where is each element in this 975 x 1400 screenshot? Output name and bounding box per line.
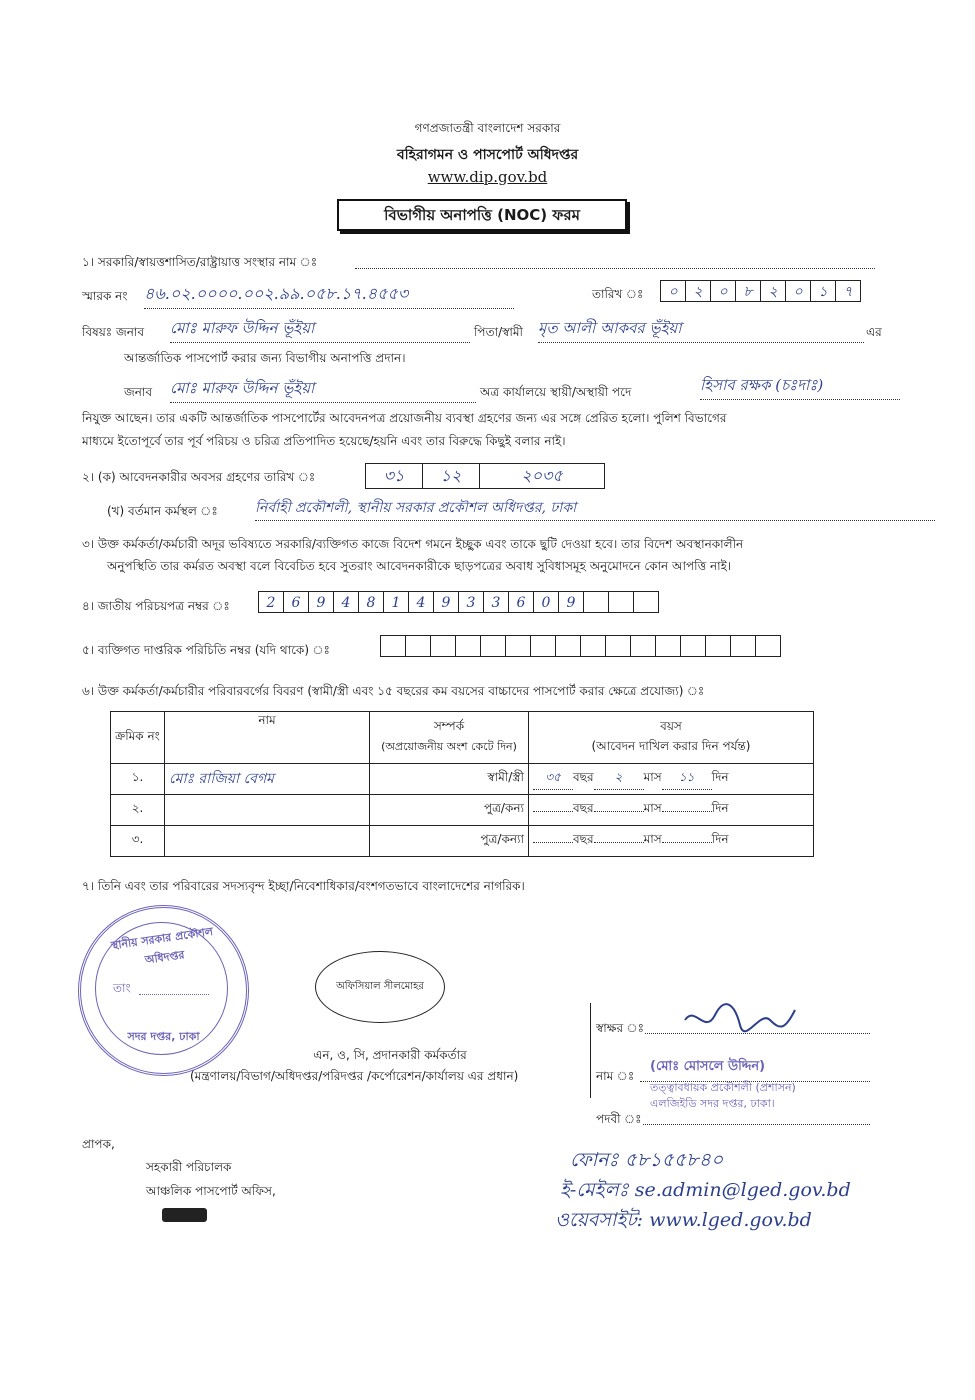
row-age xyxy=(529,764,814,795)
unit-month: মাস xyxy=(643,832,662,846)
official-id-box xyxy=(705,635,731,657)
seal-text-bottom: সদর দপ্তর, ঢাকা xyxy=(127,1030,200,1043)
date-digit: ১ xyxy=(810,280,836,302)
unit-month: মাস xyxy=(643,769,662,784)
header-government: গণপ্রজাতন্ত্রী বাংলাদেশ সরকার xyxy=(414,121,561,135)
s1-org-line xyxy=(355,268,875,269)
retire-day: ৩১ xyxy=(366,464,423,488)
unit-day: দিন xyxy=(711,832,729,846)
name-label: নাম ঃ xyxy=(596,1069,635,1083)
col-serial: ক্রমিক নং xyxy=(111,712,165,764)
form-title: বিভাগীয় অনাপত্তি (NOC) ফরম xyxy=(337,199,627,231)
unit-year: বছর xyxy=(573,832,594,846)
col-relation-sub: (অপ্রয়োজনীয় অংশ কেটে দিন) xyxy=(381,740,517,753)
recipient-line1: সহকারী পরিচালক xyxy=(146,1160,232,1174)
row-serial: ১. xyxy=(111,764,165,795)
nid-digit: 8 xyxy=(358,591,384,613)
date-label: তারিখ ঃ xyxy=(592,287,644,301)
contact-email: ই-মেইলঃ se.admin@lged.gov.bd xyxy=(560,1179,851,1201)
nid-boxes xyxy=(258,591,658,613)
recipient-label: প্রাপক, xyxy=(82,1137,115,1151)
redacted-mark xyxy=(162,1208,207,1222)
date-digit: ৮ xyxy=(735,280,761,302)
family-row xyxy=(111,795,814,826)
designation-label: পদবী ঃ xyxy=(596,1112,642,1126)
signature-scribble xyxy=(680,1000,800,1047)
seal-date-label: তাং xyxy=(113,981,131,995)
age-days: ১১ xyxy=(662,769,712,790)
official-id-box xyxy=(405,635,431,657)
unit-day: দিন xyxy=(711,801,729,815)
nid-digit: 1 xyxy=(383,591,409,613)
s2-workplace-label: (খ) বর্তমান কর্মস্থল ঃ xyxy=(107,504,218,518)
retire-year: ২০৩৫ xyxy=(521,466,563,485)
col-age-title: বয়স xyxy=(660,718,682,733)
post-value: হিসাব রক্ষক (চঃদাঃ) xyxy=(700,374,900,400)
age-months xyxy=(594,811,644,812)
age-months xyxy=(594,842,644,843)
nid-digit: 2 xyxy=(258,591,284,613)
nid-digit: 9 xyxy=(558,591,584,613)
official-id-boxes xyxy=(380,635,780,657)
date-digit: ০ xyxy=(710,280,736,302)
col-age-sub: (আবেদন দাখিল করার দিন পর্যন্ত) xyxy=(591,738,751,753)
nid-label: ৪। জাতীয় পরিচয়পত্র নম্বর ঃ xyxy=(82,599,230,613)
s7-label: ৭। তিনি এবং তার পরিবারের সদস্যবৃন্দ ইচ্ছা/নিবেশাধিকার/বংশগতভাবে বাংলাদেশের নাগরিক। xyxy=(82,879,525,893)
col-relation xyxy=(370,712,529,764)
date-digit: ২ xyxy=(685,280,711,302)
header-website: www.dip.gov.bd xyxy=(427,168,548,186)
memo-value: ৪৬.০২.০০০০.০০২.৯৯.০৫৮.১৭.৪৫৫৩ xyxy=(144,281,514,309)
janab-label: জনাব xyxy=(124,385,153,399)
nid-digit: 9 xyxy=(433,591,459,613)
age-years xyxy=(533,842,573,843)
nid-digit: 6 xyxy=(508,591,534,613)
issuer-line1: এন, ও, সি, প্রদানকারী কর্মকর্তার xyxy=(313,1048,467,1062)
retire-month: ১২ xyxy=(423,464,480,488)
official-id-box xyxy=(505,635,531,657)
contact-web: ওয়েবসাইট: www.lged.gov.bd xyxy=(555,1209,812,1231)
nid-digit: 6 xyxy=(283,591,309,613)
row-name: মোঃ রাজিয়া বেগম xyxy=(165,764,370,795)
official-id-box xyxy=(430,635,456,657)
col-name: নাম xyxy=(165,712,370,764)
col-age xyxy=(529,712,814,764)
row-age xyxy=(529,826,814,857)
official-id-box xyxy=(455,635,481,657)
nid-digit: 3 xyxy=(458,591,484,613)
unit-day: দিন xyxy=(711,769,729,784)
retire-date-box xyxy=(365,463,605,489)
memo-label: স্মারক নং xyxy=(82,289,128,303)
nid-digit xyxy=(583,591,609,613)
s1-para2: মাধ্যমে ইতোপূর্বে তার পূর্ব পরিচয় ও চরিত্র প্রতিপাদিত হয়েছে/হয়নি এবং তার বিরুদ্ধে কিছুই বলার নাই। xyxy=(82,434,566,448)
subject-line2: আন্তর্জাতিক পাসপোর্ট করার জন্য বিভাগীয় অনাপত্তি প্রদান। xyxy=(124,351,406,365)
date-digit: ২ xyxy=(760,280,786,302)
s3-line2: অনুপস্থিতি তার কর্মরত অবস্থা বলে বিবেচিত হবে সুতরাং আবেদনকারীকে ছাড়পত্রের অবাধ সুবিধাসমূহ অনুমোদনে কোন আপত্তি নাই। xyxy=(107,559,732,573)
row-relation: স্বামী/স্ত্রী xyxy=(370,764,529,795)
row-serial: ৩. xyxy=(111,826,165,857)
s2-retire-label: ২। (ক) আবেদনকারীর অবসর গ্রহণের তারিখ ঃ xyxy=(82,470,316,484)
official-id-box xyxy=(630,635,656,657)
s3-line1: ৩। উক্ত কর্মকর্তা/কর্মচারী অদূর ভবিষ্যতে সরকারি/ব্যক্তিগত কাজে বিদেশ গমনে ইচ্ছুক এবং তাকে ছুটি দেওয়া হবে। তার বিদেশ অবস্থানকালীন xyxy=(82,537,744,551)
official-id-box xyxy=(730,635,756,657)
age-days xyxy=(662,811,712,812)
stamp-office: এলজিইডি সদর দপ্তর, ঢাকা। xyxy=(650,1097,775,1110)
date-digit: ০ xyxy=(785,280,811,302)
row-serial: ২. xyxy=(111,795,165,826)
nid-digit: 4 xyxy=(333,591,359,613)
official-id-label: ৫। ব্যক্তিগত দাপ্তরিক পরিচিতি নম্বর (যদি থাকে) ঃ xyxy=(82,643,330,657)
subject-name: মোঃ মারুফ উদ্দিন ভূঁইয়া xyxy=(170,317,470,343)
post-label: অত্র কার্যালয়ে স্থায়ী/অস্থায়ী পদে xyxy=(480,385,632,399)
official-id-box xyxy=(555,635,581,657)
date-digit: ৭ xyxy=(835,280,861,302)
unit-month: মাস xyxy=(643,801,662,815)
stamp-name: (মোঃ মোসলে উদ্দিন) xyxy=(650,1059,766,1074)
official-id-box xyxy=(755,635,781,657)
date-boxes xyxy=(660,280,860,302)
row-age xyxy=(529,795,814,826)
official-id-box xyxy=(380,635,406,657)
row-relation: পুত্র/কন্যা xyxy=(370,826,529,857)
nid-digit xyxy=(608,591,634,613)
seal-date-line xyxy=(139,994,209,995)
issuer-line2: (মন্ত্রণালয়/বিভাগ/অধিদপ্তর/পরিদপ্তর /কর্পোরেশন/কার্যালয় এর প্রধান) xyxy=(190,1069,519,1083)
s1-para1: নিযুক্ত আছেন। তার একটি আন্তর্জাতিক পাসপোর্টের আবেদনপত্র প্রয়োজনীয় ব্যবস্থা গ্রহণের জন্য এর সঙ্গে প্রেরিত হলো। পুলিশ বিভাগের xyxy=(82,411,727,425)
nid-digit xyxy=(633,591,659,613)
designation-line xyxy=(643,1124,870,1125)
official-id-box xyxy=(680,635,706,657)
signature-divider xyxy=(590,1003,591,1098)
row-name xyxy=(165,795,370,826)
father-name: মৃত আলী আকবর ভূঁইয়া xyxy=(538,317,864,343)
unit-year: বছর xyxy=(573,769,594,784)
family-table xyxy=(110,711,814,857)
subject-suffix: এর xyxy=(866,325,882,339)
official-id-box xyxy=(530,635,556,657)
official-seal-ellipse: অফিসিয়াল সীলমোহর xyxy=(315,951,445,1023)
father-label: পিতা/স্বামী xyxy=(474,325,523,339)
official-id-box xyxy=(580,635,606,657)
stamp-title: তত্ত্বাবধায়ক প্রকৌশলী (প্রশাসন) xyxy=(650,1081,796,1094)
family-row xyxy=(111,764,814,795)
unit-year: বছর xyxy=(573,801,594,815)
family-row xyxy=(111,826,814,857)
age-years: ৩৫ xyxy=(533,769,573,790)
official-id-box xyxy=(480,635,506,657)
official-id-box xyxy=(605,635,631,657)
header-department: বহিরাগমন ও পাসপোর্ট অধিদপ্তর xyxy=(396,147,579,163)
col-relation-title: সম্পর্ক xyxy=(433,719,465,733)
s6-label: ৬। উক্ত কর্মকর্তা/কর্মচারীর পরিবারবর্গের বিবরণ (স্বামী/স্ত্রী এবং ১৫ বছরের কম বয়সের বাচ্চাদের পাসপোর্ট করার ক্ষেত্রে প্রযোজ্য) ঃ xyxy=(82,684,705,698)
sign-label: স্বাক্ষর ঃ xyxy=(596,1021,645,1035)
age-days xyxy=(662,842,712,843)
contact-phone: ফোনঃ ৫৮১৫৫৮৪০ xyxy=(570,1149,724,1171)
recipient-line2: আঞ্চলিক পাসপোর্ট অফিস, xyxy=(146,1184,276,1198)
official-id-box xyxy=(655,635,681,657)
nid-digit: 9 xyxy=(308,591,334,613)
row-name xyxy=(165,826,370,857)
nid-digit: 3 xyxy=(483,591,509,613)
janab-name: মোঃ মারুফ উদ্দিন ভূঁইয়া xyxy=(170,377,476,403)
nid-digit: 0 xyxy=(533,591,559,613)
s1-org-label: ১। সরকারি/স্বায়ত্তশাসিত/রাষ্ট্রায়াত্ত সংস্থার নাম ঃ xyxy=(82,255,318,269)
signature-icon xyxy=(680,1000,800,1040)
age-years xyxy=(533,811,573,812)
row-relation: পুত্র/কন্য xyxy=(370,795,529,826)
nid-digit: 4 xyxy=(408,591,434,613)
subject-label: বিষয়ঃ জনাব xyxy=(82,325,145,339)
age-months: ২ xyxy=(594,769,644,790)
seal-text-top: স্থানীয় সরকার প্রকৌশল অধিদপ্তর xyxy=(110,925,214,967)
date-digit: ০ xyxy=(660,280,686,302)
workplace-value: নির্বাহী প্রকৌশলী, স্থানীয় সরকার প্রকৌশল অধিদপ্তর, ঢাকা xyxy=(255,496,935,521)
